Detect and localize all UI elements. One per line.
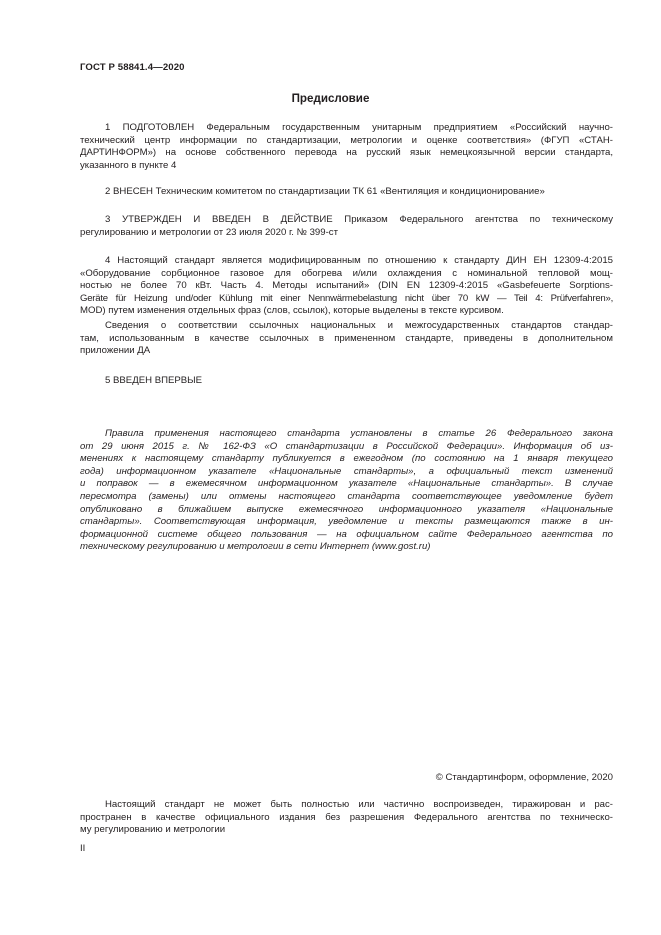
foreword-item-2 xyxy=(80,186,613,199)
text-line: там, использованным в качестве ссылочных в примененном стандарте, приведены в дополнительном xyxy=(80,332,613,344)
text-line: года) информационном указателе «Национальные стандарты», а официальный текст изменений xyxy=(80,465,613,477)
text-line: опубликовано в ближайшем выпуске ежемесячного информационного указателя «Национальные xyxy=(80,503,613,515)
text-line: «Оборудование сорбционное газовое для обогрева и/или охлаждения с номинальной тепловой мощ- xyxy=(80,267,613,279)
text-line: приложении ДА xyxy=(80,345,151,357)
text-line: 3 УТВЕРЖДЕН И ВВЕДЕН В ДЕЙСТВИЕ Приказом Федерального агентства по техническому xyxy=(105,214,613,225)
text-line: менениях к настоящему стандарту публикуется в ежегодном (по состоянию на 1 января текущего xyxy=(80,453,613,465)
foreword-item-5 xyxy=(80,375,613,388)
text-line: стандарты». Соответствующая информация, уведомление и тексты размещаются также в ин- xyxy=(80,516,613,528)
standard-rules-notice xyxy=(80,428,613,554)
text-line: пересмотра (замены) или отмены настоящего стандарта соответствующее уведомление будет xyxy=(80,490,613,502)
text-line: Geräte für Heizung und/oder Kühlung mit einer Nennwärmebelastung nicht über 70 kW — Teil 4: Prüfverfahren», xyxy=(80,292,613,304)
text-line: от 29 июня 2015 г. № 162-ФЗ «О стандартизации в Российской Федерации». Информация об из- xyxy=(80,440,613,452)
foreword-item-3 xyxy=(80,214,613,239)
document-header: ГОСТ Р 58841.4—2020 xyxy=(80,62,185,73)
text-line: му регулированию и метрологии xyxy=(80,824,226,836)
text-line: MOD) путем изменения отдельных фраз (слов, ссылок), которые выделены в тексте курсивом. xyxy=(80,305,504,317)
text-line: ностью не более 70 кВт. Часть 4. Методы испытаний» (DIN EN 12309-4:2015 «Gasbefeuerte Sorptions- xyxy=(80,280,613,292)
reproduction-notice xyxy=(80,799,613,837)
page-title: Предисловие xyxy=(291,92,370,105)
page-number: II xyxy=(80,843,86,854)
text-line: Сведения о соответствии ссылочных национальных и межгосударственных стандартов стандар- xyxy=(105,320,613,331)
text-line: Правила применения настоящего стандарта установлены в статье 26 Федерального закона xyxy=(105,428,613,439)
text-line: технический центр информации по стандартизации, метрологии и оценке соответствия» (ФГУП «СТАН- xyxy=(80,134,613,146)
text-line: 4 Настоящий стандарт является модифицированным по отношению к стандарту ДИН ЕН 12309-4:2015 xyxy=(105,255,613,266)
text-line: 5 ВВЕДЕН ВПЕРВЫЕ xyxy=(105,375,203,386)
foreword-item-4-references xyxy=(80,320,613,358)
foreword-item-4 xyxy=(80,255,613,318)
text-line: регулированию и метрологии от 23 июля 2020 г. № 399-ст xyxy=(80,226,338,238)
text-line: и поправок — в ежемесячном информационном указателе «Национальные стандарты». В случае xyxy=(80,478,613,490)
text-line: пространен в качестве официального издания без разрешения Федерального агентства по техническо- xyxy=(80,811,613,823)
text-line: техническому регулированию и метрологии в сети Интернет (www.gost.ru) xyxy=(80,541,431,553)
text-line: указанного в пункте 4 xyxy=(80,159,177,171)
text-line: 1 ПОДГОТОВЛЕН Федеральным государственным унитарным предприятием «Российский научно- xyxy=(105,122,613,133)
text-line: Настоящий стандарт не может быть полностью или частично воспроизведен, тиражирован и рас- xyxy=(105,799,613,810)
copyright-notice: © Стандартинформ, оформление, 2020 xyxy=(435,772,613,783)
text-line: формационной системе общего пользования — на официальном сайте Федерального агентства по xyxy=(80,528,613,540)
foreword-item-1 xyxy=(80,122,613,172)
text-line: ДАРТИНФОРМ») на основе собственного перевода на русский язык немецкоязычной версии стандарта, xyxy=(80,147,613,159)
text-line: 2 ВНЕСЕН Техническим комитетом по стандартизации ТК 61 «Вентиляция и кондиционирование» xyxy=(105,186,545,197)
